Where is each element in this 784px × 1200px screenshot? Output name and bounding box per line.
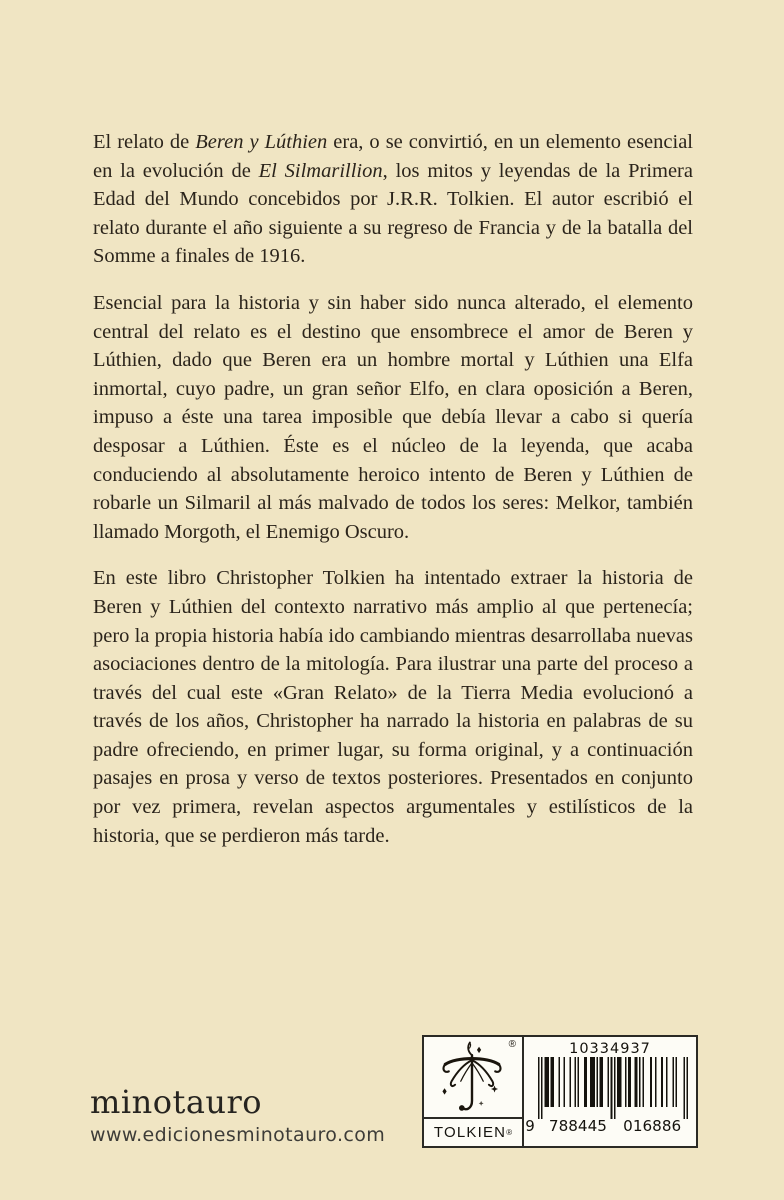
tolkien-brand-label: [424, 1117, 522, 1146]
publisher-website: www.edicionesminotauro.com: [90, 1124, 386, 1147]
publisher-logo: minotauro: [90, 1083, 263, 1121]
registered-mark-icon: ®: [508, 1039, 516, 1050]
brand-name: TOLKIEN: [433, 1124, 507, 1141]
synopsis-paragraph: Esencial para la historia y sin haber sido nunca alterado, el elemento central del relato es el destino que ensombrece el amor de Beren y Lúthien, dado que Beren era un hombre mortal y Lúthien una Elfa inmortal, cuyo padre, un gran señor Elfo, en clara oposición a Beren, impuso a éste una tarea imposible que debía llevar a cabo si quería desposar a Lúthien. Éste es el núcleo de la leyenda, que acaba conduciendo al absolutamente heroico intento de Beren y Lúthien de robarle un Silmaril al más malvado de todos los seres: Melkor, también llamado Morgoth, el Enemigo Oscuro.: [93, 291, 693, 543]
ean-barcode-icon: [525, 1057, 695, 1135]
svg-text:016886: 016886: [623, 1117, 682, 1135]
synopsis-paragraph: El relato de Beren y Lúthien era, o se convirtió, en un elemento esencial en la evolución de El Silmarillion, los mitos y leyendas de la Primera Edad del Mundo concebidos por J.R.R. Tolkien. El autor escribió el relato durante el año siguiente a su regreso de Francia y de la batalla del Somme a finales de 1916.: [93, 131, 693, 268]
synopsis-paragraph: En este libro Christopher Tolkien ha intentado extraer la historia de Beren y Lúthien del contexto narrativo más amplio al que pertenecía; pero la propia historia había ido cambiando mientras desarrollaba nuevas asociaciones dentro de la mitología. Para ilustrar una parte del proceso a través del cual este «Gran Relato» de la Tierra Media evolucionó a través de los años, Christopher ha narrado la historia en palabras de su padre ofreciendo, en primer lugar, su forma original, y a continuación pasajes en prosa y verso de textos posteriores. Presentados en conjunto por vez primera, revelan aspectos argumentales y estilísticos de la historia, que se perdieron más tarde.: [93, 567, 693, 847]
registered-mark: ®: [506, 1128, 513, 1137]
isbn-panel: [422, 1035, 698, 1148]
publisher-block: [90, 1085, 385, 1146]
synopsis: [93, 128, 693, 850]
barcode-top-number: 10334937: [569, 1041, 651, 1057]
svg-text:9: 9: [525, 1117, 535, 1135]
svg-text:788445: 788445: [548, 1117, 607, 1135]
tolkien-brand-cell: [424, 1037, 524, 1146]
barcode-cell: [524, 1037, 696, 1146]
tolkien-monogram-icon: [424, 1037, 522, 1117]
